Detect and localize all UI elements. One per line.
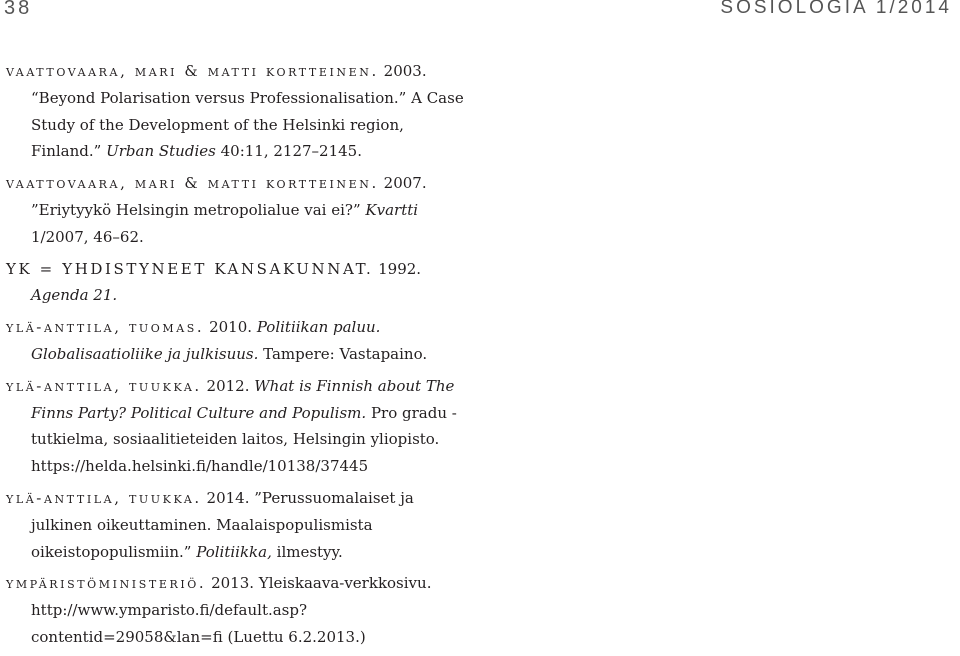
reference-author: vaattovaara, mari & matti kortteinen.	[6, 174, 379, 193]
reference-author: ympäristöministeriö.	[6, 574, 207, 593]
reference-year: 2014.	[206, 488, 250, 507]
reference-title: Yleiskaava-verkkosivu.	[258, 574, 432, 593]
reference-details: http://www.ymparisto.fi/default.asp?contentid=29058&lan=fi (Luettu 6.2.2013.)	[31, 601, 366, 646]
reference-author: ylä-anttila, tuomas.	[6, 318, 205, 337]
page-number: 38	[4, 0, 33, 19]
reference-list	[6, 58, 476, 656]
reference-title: ”Eriytyykö Helsingin metropolialue vai ei?”	[31, 200, 361, 219]
reference-item	[6, 570, 476, 650]
reference-details: ilmestyy.	[276, 542, 343, 561]
reference-author: vaattovaara, mari & matti kortteinen.	[6, 62, 379, 80]
reference-author: YK = YHDISTYNEET KANSAKUNNAT.	[6, 259, 374, 278]
reference-details: 40:11, 2127–2145.	[220, 142, 362, 161]
reference-title: Agenda 21.	[31, 286, 118, 305]
reference-year: 1992.	[378, 259, 422, 278]
reference-title: ”Perussuomalaiset ja julkinen oikeuttaminen. Maalaispopulismista oikeistopopulismiin.”	[31, 488, 414, 561]
journal-header: SOSIOLOGIA 1/2014	[720, 0, 952, 18]
reference-journal: Urban Studies	[106, 142, 216, 161]
reference-year: 2007.	[383, 174, 427, 193]
reference-details: 1/2007, 46–62.	[31, 227, 144, 246]
reference-item	[6, 58, 476, 165]
reference-details: Tampere: Vastapaino.	[263, 344, 428, 363]
reference-author: ylä-anttila, tuukka.	[6, 376, 202, 395]
reference-journal: Kvartti	[365, 200, 419, 219]
reference-title: Politiikan paluu. Globalisaatioliike ja julkisuus.	[31, 318, 381, 363]
reference-author: ylä-anttila, tuukka.	[6, 488, 202, 507]
reference-item	[6, 485, 476, 565]
reference-details: Pro gradu -tutkielma, sosiaalitieteiden laitos, Helsingin yliopisto. https://helda.helsinki.fi/handle/10138/37445	[31, 403, 457, 476]
reference-item	[6, 314, 476, 368]
reference-title: What is Finnish about The Finns Party? Political Culture and Populism.	[31, 376, 455, 422]
reference-item	[6, 373, 476, 480]
reference-year: 2010.	[209, 318, 253, 337]
reference-year: 2003.	[383, 62, 427, 80]
reference-item	[6, 256, 476, 310]
reference-year: 2012.	[206, 376, 250, 395]
reference-title: “Beyond Polarisation versus Professionalisation.” A Case Study of the Development of the Helsinki region, Finland.”	[31, 88, 464, 161]
reference-year: 2013.	[211, 574, 255, 593]
reference-item	[6, 170, 476, 250]
reference-journal: Politiikka,	[196, 542, 272, 561]
